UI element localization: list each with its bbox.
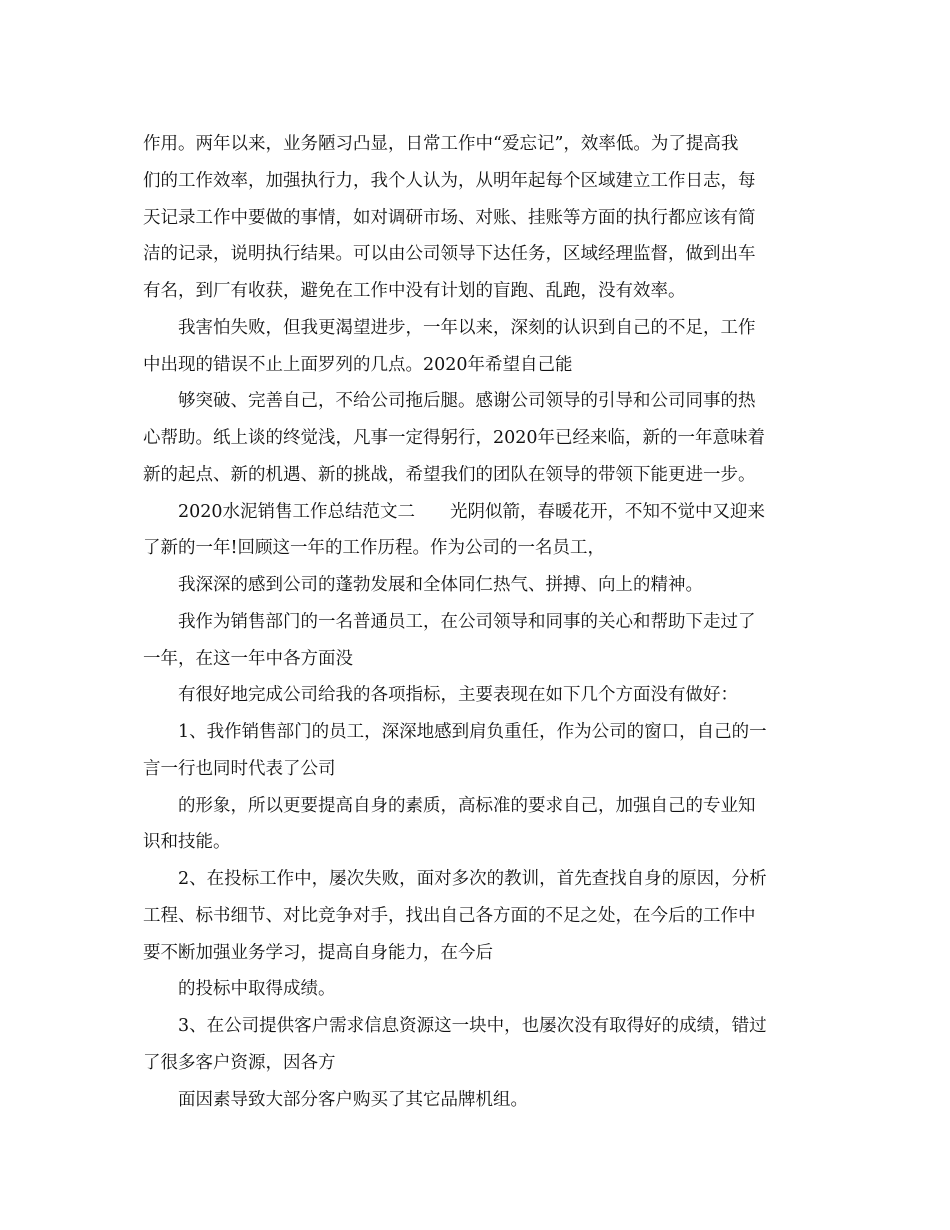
text-line: 言一行也同时代表了公司 xyxy=(143,758,336,779)
text-line: 我深深的感到公司的蓬勃发展和全体同仁热气、拼搏、向上的精神。 xyxy=(178,575,703,595)
text-line: 面因素导致大部分客户购买了其它品牌机组。 xyxy=(178,1089,528,1110)
text-line: 心帮助。纸上谈的终觉浅，凡事一定得躬行，2020年已经来临，新的一年意味着 xyxy=(143,428,766,448)
text-line: 1、我作销售部门的员工，深深地感到肩负重任，作为公司的窗口，自己的一 xyxy=(178,722,767,742)
text-line: 了新的一年!回顾这一年的工作历程。作为公司的一名员工， xyxy=(143,538,606,559)
text-line: 有名，到厂有收获，避免在工作中没有计划的盲跑、乱跑，没有效率。 xyxy=(143,281,686,301)
text-line: 作用。两年以来，业务陋习凸显，日常工作中“爱忘记”，效率低。为了提高我 xyxy=(143,134,739,154)
text-line: 们的工作效率，加强执行力，我个人认为，从明年起每个区域建立工作日志，每 xyxy=(143,170,756,191)
text-line: 的投标中取得成绩。 xyxy=(178,979,336,1000)
text-line: 洁的记录，说明执行结果。可以由公司领导下达任务，区域经理监督，做到出车 xyxy=(143,244,756,265)
text-line: 新的起点、新的机遇、新的挑战，希望我们的团队在领导的带领下能更进一步。 xyxy=(143,464,756,485)
text-line: 够突破、完善自己，不给公司拖后腿。感谢公司领导的引导和公司同事的热 xyxy=(178,391,756,412)
text-line: 我作为销售部门的一名普通员工，在公司领导和同事的关心和帮助下走过了 xyxy=(178,611,756,632)
text-line: 一年，在这一年中各方面没 xyxy=(143,648,353,669)
text-line: 天记录工作中要做的事情，如对调研市场、对账、挂账等方面的执行都应该有简 xyxy=(143,207,756,228)
text-line: 要不断加强业务学习，提高自身能力，在今后 xyxy=(143,942,493,963)
text-line: 有很好地完成公司给我的各项指标，主要表现在如下几个方面没有做好： xyxy=(178,685,738,706)
text-line: 2020水泥销售工作总结范文二 光阴似箭，春暖花开，不知不觉中又迎来 xyxy=(178,501,766,522)
text-line: 2、在投标工作中，屡次失败，面对多次的教训，首先查找自身的原因，分析 xyxy=(178,869,767,889)
text-line: 的形象，所以更要提高自身的素质，高标准的要求自己，加强自己的专业知 xyxy=(178,795,756,816)
text-line: 了很多客户资源，因各方 xyxy=(143,1052,336,1073)
text-line: 工程、标书细节、对比竞争对手，找出自己各方面的不足之处，在今后的工作中 xyxy=(143,905,756,926)
text-line: 识和技能。 xyxy=(143,832,231,853)
text-line: 中出现的错误不止上面罗列的几点。2020年希望自己能 xyxy=(143,354,573,375)
document-body xyxy=(143,126,808,1118)
text-line: 3、在公司提供客户需求信息资源这一块中，也屡次没有取得好的成绩，错过 xyxy=(178,1016,767,1036)
text-line: 我害怕失败，但我更渴望进步，一年以来，深刻的认识到自己的不足，工作 xyxy=(178,317,756,338)
